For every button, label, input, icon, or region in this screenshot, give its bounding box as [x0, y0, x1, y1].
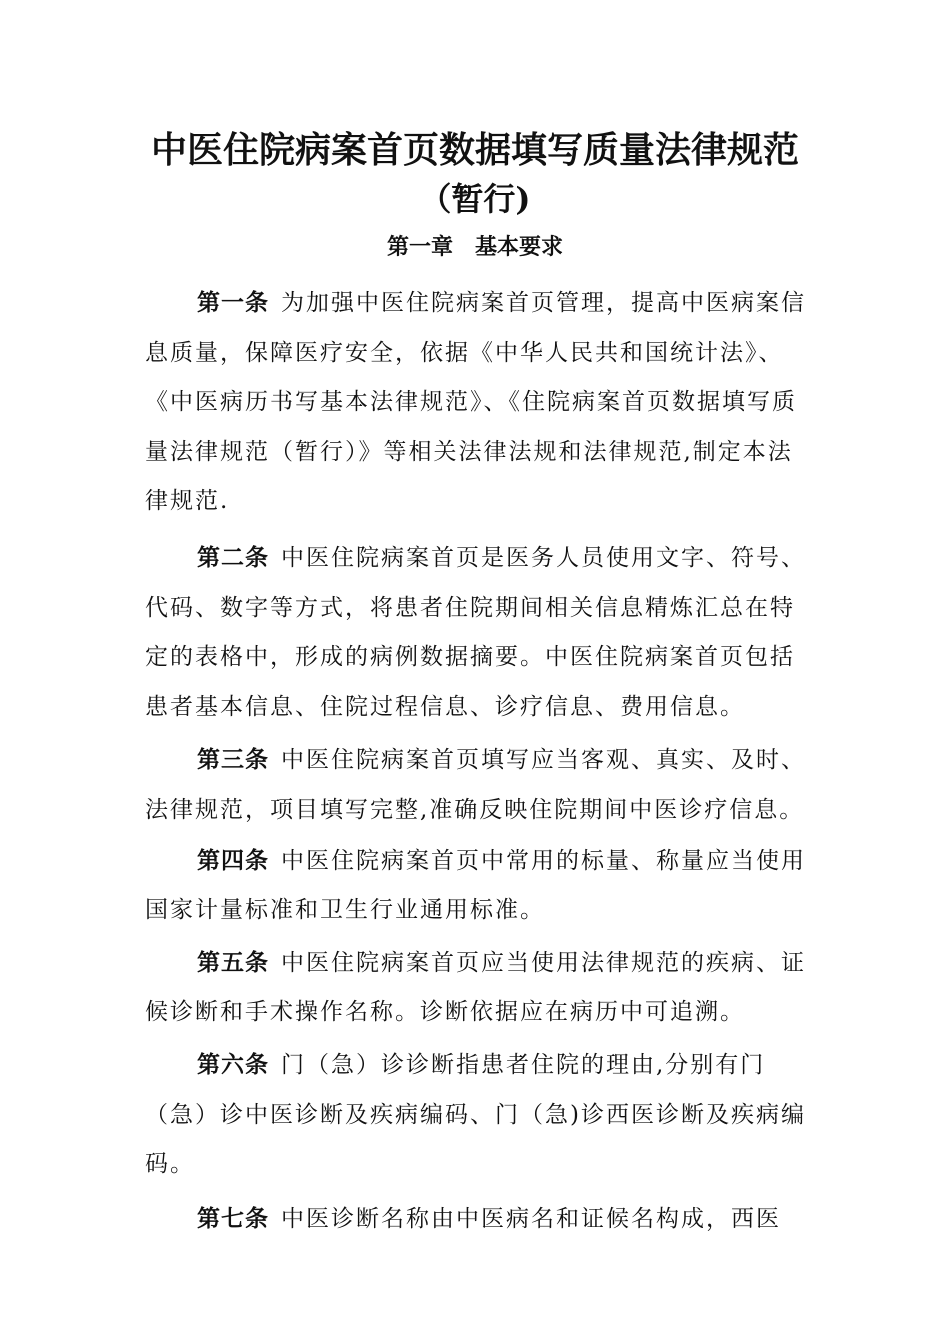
- article-text: 中医住院病案首页应当使用法律规范的疾病、证候诊断和手术操作名称。诊断依据应在病历中可追溯。: [145, 949, 806, 1026]
- document-body: [145, 279, 810, 1244]
- article-label: 第二条: [197, 544, 269, 571]
- article-3: [145, 736, 810, 835]
- article-label: 第五条: [197, 949, 269, 976]
- document-title: 中医住院病案首页数据填写质量法律规范: [150, 129, 799, 171]
- article-label: 第七条: [197, 1205, 269, 1232]
- article-text: 中医住院病案首页填写应当客观、真实、及时、法律规范，项目填写完整,准确反映住院期间中医诊疗信息。: [145, 747, 806, 823]
- article-4: [145, 837, 810, 936]
- article-1: [145, 279, 810, 527]
- document-subtitle: （暂行): [419, 180, 531, 218]
- article-label: 第三条: [197, 747, 269, 774]
- article-5: [145, 939, 810, 1038]
- chapter-heading: 第一章 基本要求: [386, 235, 563, 260]
- article-label: 第六条: [197, 1051, 269, 1078]
- article-text: 为加强中医住院病案首页管理，提高中医病案信息质量，保障医疗安全，依据《中华人民共和国统计法》、《中医病历书写基本法律规范》、《住院病案首页数据填写质量法律规范（暂行）》等相关法律法规和法律规范,制定本法律规范.: [145, 290, 806, 515]
- article-text: 中医诊断名称由中医病名和证候名构成，西医: [281, 1205, 781, 1232]
- article-label: 第四条: [197, 847, 269, 874]
- article-6: [145, 1041, 810, 1190]
- article-label: 第一条: [197, 290, 269, 316]
- article-7: [145, 1195, 810, 1245]
- article-text: 中医住院病案首页是医务人员使用文字、符号、代码、数字等方式，将患者住院期间相关信息精炼汇总在特定的表格中，形成的病例数据摘要。中医住院病案首页包括患者基本信息、住院过程信息、诊疗信息、费用信息。: [145, 544, 806, 720]
- article-text: 门（急）诊诊断指患者住院的理由,分别有门（急）诊中医诊断及疾病编码、门（急)诊西医诊断及疾病编码。: [145, 1051, 806, 1178]
- article-2: [145, 534, 810, 732]
- article-text: 中医住院病案首页中常用的标量、称量应当使用国家计量标准和卫生行业通用标准。: [145, 847, 806, 924]
